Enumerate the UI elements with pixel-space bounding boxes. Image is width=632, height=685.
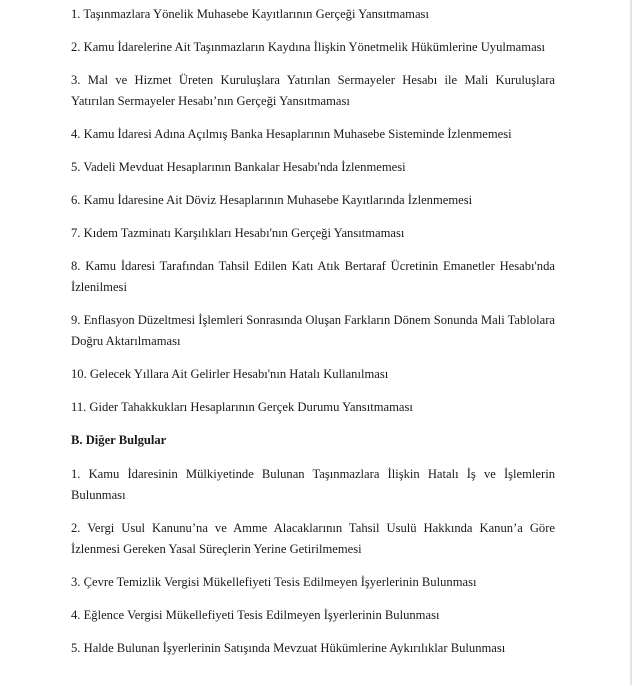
finding-b-4: 4. Eğlence Vergisi Mükellefiyeti Tesis Edilmeyen İşyerlerinin Bulunması [71, 608, 440, 622]
section-b-findings-list [71, 464, 555, 659]
section-b-heading: B. Diğer Bulgular [71, 433, 167, 447]
finding-a-7: 7. Kıdem Tazminatı Karşılıkları Hesabı'nın Gerçeği Yansıtmaması [71, 226, 405, 240]
document-content [71, 4, 555, 671]
finding-b-2: 2. Vergi Usul Kanunu’na ve Amme Alacaklarının Tahsil Usulü Hakkında Kanun’a Göre İzlenmesi Gereken Yasal Süreçlerin Yerine Getirilmemesi [71, 521, 555, 556]
finding-b-1: 1. Kamu İdaresinin Mülkiyetinde Bulunan Taşınmazlara İlişkin Hatalı İş ve İşlemlerin Bulunması [71, 467, 555, 502]
finding-a-1: 1. Taşınmazlara Yönelik Muhasebe Kayıtlarının Gerçeği Yansıtmaması [71, 7, 429, 21]
finding-a-8: 8. Kamu İdaresi Tarafından Tahsil Edilen Katı Atık Bertaraf Ücretinin Emanetler Hesabı'nda İzlenilmesi [71, 259, 555, 294]
finding-b-5: 5. Halde Bulunan İşyerlerinin Satışında Mevzuat Hükümlerine Aykırılıklar Bulunması [71, 641, 506, 655]
finding-a-10: 10. Gelecek Yıllara Ait Gelirler Hesabı'nın Hatalı Kullanılması [71, 367, 389, 381]
section-a-findings-list [71, 4, 555, 418]
finding-a-9: 9. Enflasyon Düzeltmesi İşlemleri Sonrasında Oluşan Farkların Dönem Sonunda Mali Tablolara Doğru Aktarılmaması [71, 313, 555, 348]
finding-b-3: 3. Çevre Temizlik Vergisi Mükellefiyeti Tesis Edilmeyen İşyerlerinin Bulunması [71, 575, 477, 589]
finding-a-4: 4. Kamu İdaresi Adına Açılmış Banka Hesaplarının Muhasebe Sisteminde İzlenmemesi [71, 127, 512, 141]
finding-a-3: 3. Mal ve Hizmet Üreten Kuruluşlara Yatırılan Sermayeler Hesabı ile Mali Kuruluşlara Yatırılan Sermayeler Hesabı’nın Gerçeği Yansıtmaması [71, 73, 555, 108]
finding-a-11: 11. Gider Tahakkukları Hesaplarının Gerçek Durumu Yansıtmaması [71, 400, 413, 414]
finding-a-5: 5. Vadeli Mevduat Hesaplarının Bankalar Hesabı'nda İzlenmemesi [71, 160, 406, 174]
finding-a-2: 2. Kamu İdarelerine Ait Taşınmazların Kaydına İlişkin Yönetmelik Hükümlerine Uyulmaması [71, 40, 546, 54]
finding-a-6: 6. Kamu İdaresine Ait Döviz Hesaplarının Muhasebe Kayıtlarında İzlenmemesi [71, 193, 473, 207]
